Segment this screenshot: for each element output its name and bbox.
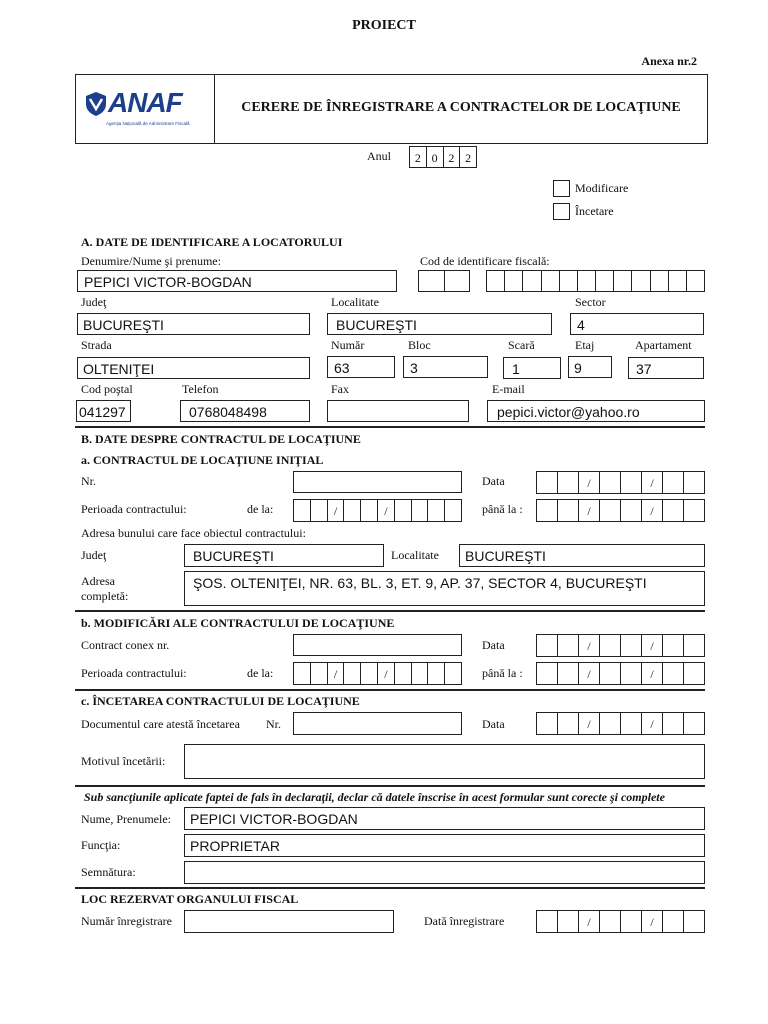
section-b-sub-a: a. CONTRACTUL DE LOCAŢIUNE INIŢIAL [81, 453, 324, 467]
adresa-value: ŞOS. OLTENIŢEI, NR. 63, BL. 3, ET. 9, AP. 37, SECTOR 4, BUCUREŞTI [193, 575, 647, 591]
nume-label: Nume, Prenumele: [81, 812, 171, 826]
judet-label: Judeţ [81, 295, 107, 309]
numar-value: 63 [334, 360, 350, 376]
contract-nr-field[interactable] [293, 471, 462, 493]
functia-value: PROPRIETAR [190, 838, 280, 854]
doc-label: Documentul care atestă încetarea [81, 717, 240, 731]
email-label: E-mail [492, 382, 525, 396]
date-slash: / [328, 663, 345, 684]
bloc-value: 3 [410, 360, 418, 376]
year-digit: 2 [465, 151, 472, 165]
semnatura-label: Semnătura: [81, 865, 136, 879]
section-a-title: A. DATE DE IDENTIFICARE A LOCATORULUI [81, 235, 343, 249]
judet-field[interactable] [77, 313, 310, 335]
numar-label: Număr [331, 338, 365, 352]
property-judet-label: Judeţ [81, 548, 107, 562]
cif-prefix-cells[interactable] [418, 270, 470, 292]
conex-data-label: Data [482, 638, 505, 652]
year-digit: 2 [410, 147, 427, 167]
annex-label: Anexa nr.2 [641, 54, 697, 68]
property-judet-value: BUCUREŞTI [193, 548, 274, 564]
apartament-label: Apartament [635, 338, 692, 352]
year-label: Anul [367, 149, 391, 163]
date-slash: / [579, 911, 600, 932]
modify-checkbox[interactable] [553, 180, 570, 197]
cod-postal-label: Cod poştal [81, 382, 133, 396]
data-label: Data [482, 474, 505, 488]
motiv-field[interactable] [184, 744, 705, 779]
divider [75, 785, 705, 787]
telefon-value: 0768048498 [189, 404, 267, 420]
localitate-field[interactable] [327, 313, 552, 335]
anaf-logo-text: ANAF [108, 87, 182, 118]
bloc-label: Bloc [408, 338, 431, 352]
mod-perioada-label: Perioada contractului: [81, 666, 187, 680]
name-value: PEPICI VICTOR-BOGDAN [84, 274, 252, 290]
telefon-field[interactable] [180, 400, 310, 422]
localitate-value: BUCUREŞTI [336, 317, 417, 333]
date-slash: / [579, 663, 600, 684]
declaration-text: Sub sancţiunile aplicate faptei de fals în declaraţii, declar că datele înscrise în acest formular sunt corecte şi complete [84, 790, 665, 804]
apartament-field[interactable] [628, 357, 704, 379]
terminate-label: Încetare [575, 204, 614, 218]
date-slash: / [378, 663, 395, 684]
scara-label: Scară [508, 338, 535, 352]
nr-label: Nr. [81, 474, 96, 488]
functia-field[interactable] [184, 834, 705, 857]
mod-de-la-label: de la: [247, 666, 274, 680]
cif-label: Cod de identificare fiscală: [420, 254, 550, 268]
nume-value: PEPICI VICTOR-BOGDAN [190, 811, 358, 827]
telefon-label: Telefon [182, 382, 219, 396]
apartament-value: 37 [636, 361, 652, 377]
anaf-logo-subtitle: Agenţia Naţională de Administrare Fiscală [106, 121, 190, 126]
date-slash: / [378, 500, 395, 521]
property-judet-field[interactable] [184, 544, 384, 567]
doc-data-label: Data [482, 717, 505, 731]
perioada-label: Perioada contractului: [81, 502, 187, 516]
pana-la-label: până la : [482, 502, 523, 516]
divider [75, 426, 705, 428]
doc-date-cells[interactable] [536, 712, 705, 735]
strada-field[interactable] [77, 357, 310, 379]
period-from-cells[interactable] [293, 499, 462, 522]
etaj-label: Etaj [575, 338, 595, 352]
logo-area [76, 75, 215, 143]
doc-nr-label: Nr. [266, 717, 281, 731]
name-label: Denumire/Nume şi prenume: [81, 254, 221, 268]
nume-field[interactable] [184, 807, 705, 830]
conex-date-cells[interactable] [536, 634, 705, 657]
date-slash: / [642, 911, 663, 932]
title-box [75, 74, 708, 144]
section-b-sub-b: b. MODIFICĂRI ALE CONTRACTULUI DE LOCAŢIUNE [81, 616, 395, 630]
etaj-value: 9 [574, 360, 582, 376]
date-slash: / [328, 500, 345, 521]
date-slash: / [642, 500, 663, 521]
date-slash: / [579, 635, 600, 656]
year-cells [409, 146, 477, 168]
fiscal-numar-field[interactable] [184, 910, 394, 933]
contract-date-cells[interactable] [536, 471, 705, 494]
property-localitate-label: Localitate [391, 548, 439, 562]
conex-field[interactable] [293, 634, 462, 656]
year-digit: 2 [444, 147, 461, 167]
fax-label: Fax [331, 382, 349, 396]
fax-field[interactable] [327, 400, 469, 422]
form-title: CERERE DE ÎNREGISTRARE A CONTRACTELOR DE LOCAŢIUNE [241, 100, 681, 115]
property-localitate-field[interactable] [459, 544, 705, 567]
mod-period-from-cells[interactable] [293, 662, 462, 685]
sector-value: 4 [577, 317, 585, 333]
mod-pana-la-label: până la : [482, 666, 523, 680]
judet-value: BUCUREŞTI [83, 317, 164, 333]
fiscal-date-cells[interactable] [536, 910, 705, 933]
email-field[interactable] [487, 400, 705, 422]
property-localitate-value: BUCUREŞTI [465, 548, 546, 564]
numar-field[interactable] [327, 356, 395, 378]
date-slash: / [642, 663, 663, 684]
email-value: pepici.victor@yahoo.ro [497, 404, 640, 420]
anaf-shield-icon [84, 91, 108, 117]
doc-nr-field[interactable] [293, 712, 462, 735]
fiscal-numar-label: Număr înregistrare [81, 914, 172, 928]
date-slash: / [642, 472, 663, 493]
adresa-label-2: completă: [81, 589, 129, 603]
scara-value: 1 [512, 361, 520, 377]
section-b-title: B. DATE DESPRE CONTRACTUL DE LOCAŢIUNE [81, 432, 361, 446]
fiscal-data-label: Dată înregistrare [424, 914, 505, 928]
sector-label: Sector [575, 295, 606, 309]
conex-label: Contract conex nr. [81, 638, 170, 652]
scara-field[interactable] [503, 357, 561, 379]
strada-value: OLTENIŢEI [83, 361, 155, 377]
adresa-label-1: Adresa [81, 574, 115, 588]
modify-label: Modificare [575, 181, 629, 195]
divider [75, 689, 705, 691]
de-la-label: de la: [247, 502, 274, 516]
period-to-cells[interactable] [536, 499, 705, 522]
fiscal-title: LOC REZERVAT ORGANULUI FISCAL [81, 892, 299, 906]
project-label: PROIECT [352, 18, 416, 33]
cif-cells[interactable] [486, 270, 705, 292]
divider [75, 887, 705, 889]
sector-field[interactable] [570, 313, 704, 335]
date-slash: / [579, 500, 600, 521]
year-digit: 0 [427, 147, 444, 167]
name-field[interactable] [77, 270, 397, 292]
date-slash: / [642, 713, 663, 734]
date-slash: / [579, 472, 600, 493]
strada-label: Strada [81, 338, 112, 352]
cod-postal-value: 041297 [79, 404, 126, 420]
semnatura-field[interactable] [184, 861, 705, 884]
etaj-field[interactable] [568, 356, 612, 378]
functia-label: Funcţia: [81, 838, 121, 852]
mod-period-to-cells[interactable] [536, 662, 705, 685]
cod-postal-field[interactable] [76, 400, 131, 422]
localitate-label: Localitate [331, 295, 379, 309]
adresa-field[interactable] [184, 571, 705, 606]
divider [75, 610, 705, 612]
adresa-bunului-label: Adresa bunului care face obiectul contractului: [81, 526, 306, 540]
section-b-sub-c: c. ÎNCETAREA CONTRACTULUI DE LOCAŢIUNE [81, 694, 360, 708]
date-slash: / [642, 635, 663, 656]
motiv-label: Motivul încetării: [81, 754, 166, 768]
date-slash: / [579, 713, 600, 734]
bloc-field[interactable] [403, 356, 488, 378]
terminate-checkbox[interactable] [553, 203, 570, 220]
